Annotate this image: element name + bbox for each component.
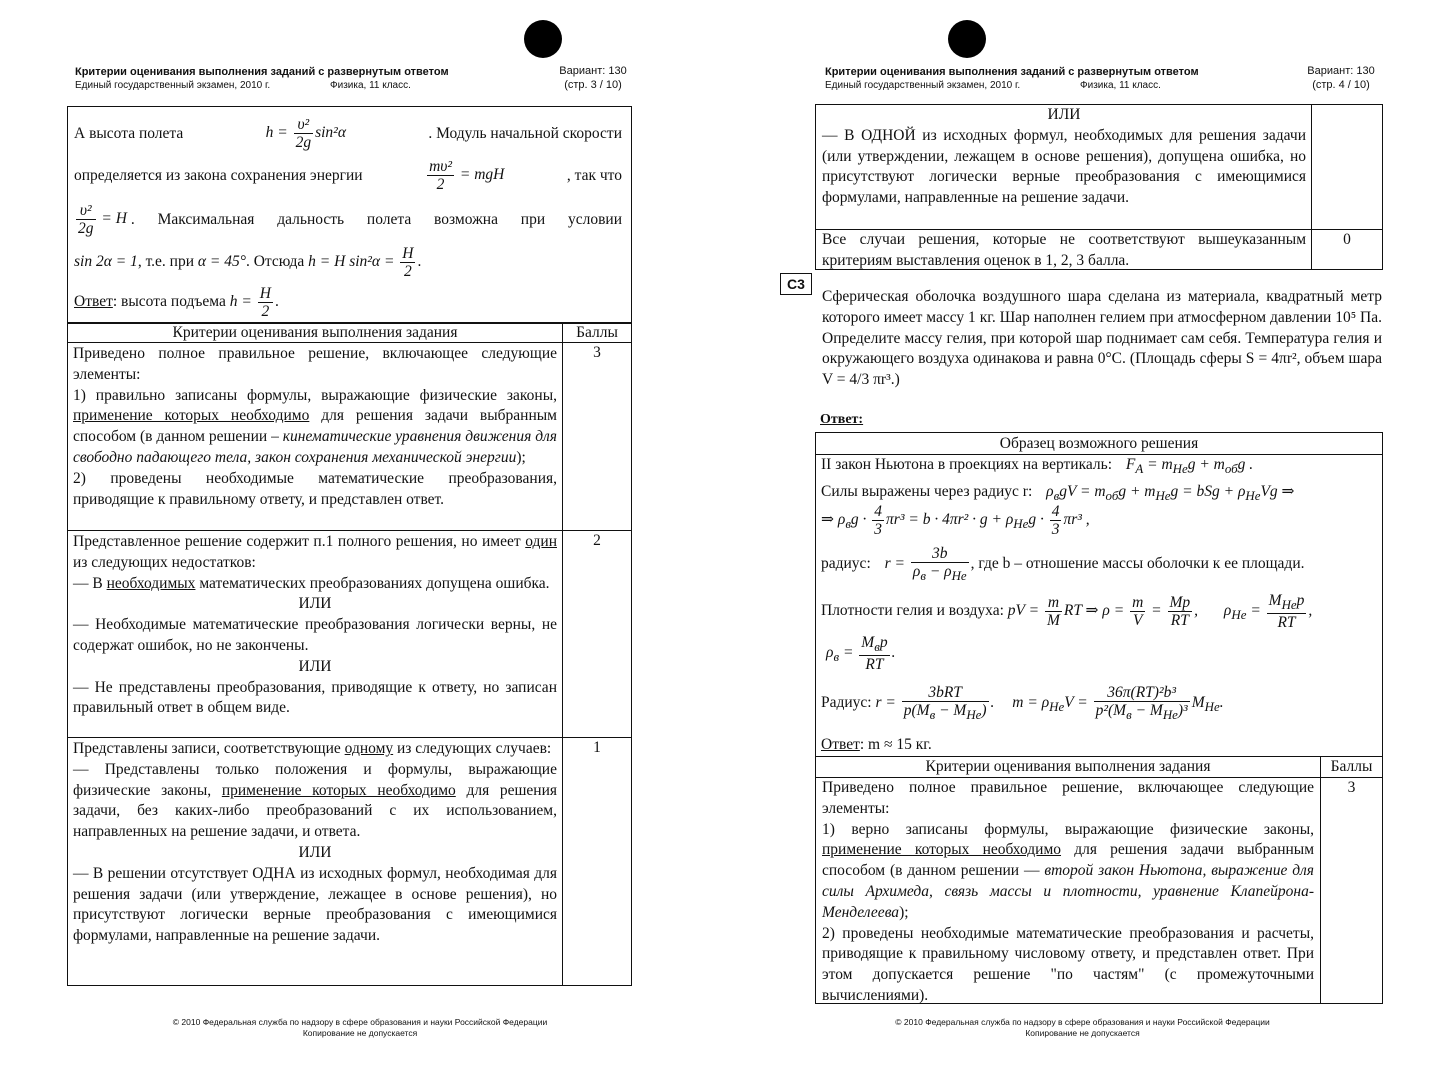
score-0: 0 <box>1343 231 1351 248</box>
solution-line-2 <box>74 158 622 193</box>
criteria-text: Представлены записи, соответствующие одному из следующих случаев: <box>73 740 552 757</box>
header-variant-block <box>548 64 638 92</box>
header-exam: Единый государственный экзамен, 2010 г. <box>75 80 271 91</box>
answer-formula: h = $\frac{H}{2}$ <box>229 285 271 320</box>
footer <box>0 1017 720 1039</box>
criteria-text: Представленное решение содержит п.1 полного решения, но имеет один из следующих недостатков: <box>73 533 557 571</box>
solution-text: радиус: <box>821 555 871 573</box>
solution-line-3 <box>821 503 1090 538</box>
header-exam: Единый государственный экзамен, 2010 г. <box>825 80 1021 91</box>
criteria-text: — В ОДНОЙ из исходных формул, необходимых для решения задачи (или утверждении, лежащем в основе решения), допущена ошибка, но присутствуют логически верные преобразования с имеющимися формулами, направленные на решение задачи. <box>822 126 1306 207</box>
table-divider <box>562 322 563 986</box>
table-rule <box>67 737 632 738</box>
solution-text: Силы выражены через радиус r: <box>821 483 1033 500</box>
criteria-text: Все случаи решения, которые не соответствуют вышеуказанным критериям выставления оценок в 1, 2, 3 балла. <box>822 231 1306 269</box>
solution-text: , где b – отношение массы оболочки к ее площади. <box>970 555 1305 573</box>
score-1: 1 <box>593 739 601 756</box>
criteria-text: 1) правильно записаны формулы, выражающие физические законы, применение которых необходимо для решения задачи выбранным способом (в данном решении – кинематические уравнения движения для свободно падающего тела, закон сохранения механической энергии); <box>73 386 558 466</box>
formula-mass: $m = \rho_{He}V$ = $\frac{\text{36π(RT)²b³}}{p^2(M_в - M_{He})^3}$ $M_{He}$. <box>1012 684 1224 723</box>
solution-text: . Отсюда <box>245 253 305 271</box>
answer-value: : m ≈ 15 кг. <box>859 736 932 753</box>
header-variant-block <box>1296 64 1386 92</box>
page-number: (стр. 3 / 10) <box>564 79 622 91</box>
solution-line-1 <box>74 116 622 151</box>
formula-alpha: α = 45° <box>197 253 246 271</box>
solution-line-7 <box>821 684 1224 723</box>
formula-h: h = $\frac{\text{υ²}}{2g}$ sin²α <box>265 116 346 151</box>
criteria-text: — Необходимые математические преобразования логически верны, не содержат ошибок, но не закончены. <box>73 616 557 654</box>
header-title: Критерии оценивания выполнения заданий с развернутым ответом <box>75 66 449 78</box>
footer <box>722 1017 1443 1039</box>
criteria-text: 1) верно записаны формулы, выражающие физические законы, применение которых необходимо для решения задачи выбранным способом (в данном решении — второй закон Ньютона, выражение для силы Архимеда, связь массы и плотности, уравнение Клапейрона-Менделеева); <box>822 820 1315 921</box>
score-header: Баллы <box>576 324 618 341</box>
footer-copyright: © 2010 Федеральная служба по надзору в сфере образования и науки Российской Федерации <box>172 1017 548 1027</box>
score-header: Баллы <box>1330 758 1373 775</box>
solution-text: Радиус: <box>821 694 872 712</box>
criteria-text: — Представлены только положения и формулы, выражающие физические законы, применение которых необходимо для решения задачи, без каких-либо преобразований с их использованием, направленных на решение задачи, и ответа. <box>73 760 558 841</box>
criteria-row-0 <box>822 230 1306 272</box>
formula-radius-final: r = $\frac{\text{3bRT}}{p(M_в - M_{He})}$ . <box>875 684 995 723</box>
right-page <box>722 0 1443 1079</box>
solution-text: определяется из закона сохранения энергии <box>74 166 363 184</box>
criteria-row-continued <box>822 105 1306 209</box>
criteria-text: 2) проведены необходимые математические преобразования, приводящие к правильному ответу, и представлен ответ. <box>73 469 557 508</box>
formula-forces: $\rho_вgV = m_{об}g + m_{He}g$ = bSg + $\rho_{He}Vg$ ⇒ <box>1046 483 1295 504</box>
solution-text: II закон Ньютона в проекциях на вертикаль: <box>821 456 1112 473</box>
criteria-text: Приведено полное правильное решение, включающее следующие элементы: <box>73 345 557 383</box>
criteria-row-1 <box>73 739 557 947</box>
formula-density-air: $\rho_в$ = $\frac{M_вp}{RT}$ . <box>826 634 896 674</box>
answer-label: Ответ: <box>820 412 864 427</box>
punch-hole <box>948 20 986 58</box>
formula-v2: $\frac{\text{υ²}}{2g}$ = H <box>78 202 127 237</box>
criteria-text: Приведено полное правильное решение, включающее следующие элементы: <box>822 779 1314 817</box>
solution-line-1 <box>821 456 1253 477</box>
ili-label: ИЛИ <box>298 595 332 613</box>
table-rule <box>67 530 632 531</box>
variant: Вариант: 130 <box>1307 65 1375 77</box>
answer-line: Ответ: высота подъема h = $\frac{H}{2}$ . <box>74 285 279 320</box>
formula-result: h = H sin²α = $\frac{H}{2}$ <box>308 245 414 280</box>
page-number: (стр. 4 / 10) <box>1312 79 1370 91</box>
formula-sin: sin 2α = 1 <box>74 253 138 271</box>
criteria-header: Критерии оценивания выполнения задания <box>925 758 1211 775</box>
answer-text: : высота подъема <box>112 293 226 311</box>
task-label: С3 <box>780 273 812 295</box>
sample-header: Образец возможного решения <box>999 435 1199 452</box>
criteria-row-3 <box>822 778 1314 1007</box>
formula-radius: r = $\frac{3b}{\rho_в - \rho_{He}}$ <box>884 545 967 584</box>
task-text: Сферическая оболочка воздушного шара сделана из материала, квадратный метр которого имеет массу 1 кг. Шар наполнен гелием при атмосферном давлении 10⁵ Па. Определите массу гелия, при которой шар поднимает сам себя. Температура гелия и окружающего воздуха одинакова и равна 0°С. (Площадь сферы S = 4πr², объем шара V = 4/3 πr³.) <box>822 288 1382 389</box>
header-title: Критерии оценивания выполнения заданий с развернутым ответом <box>825 66 1199 78</box>
variant: Вариант: 130 <box>559 65 627 77</box>
solution-text: , т.е. при <box>137 253 195 271</box>
formula-newton: $F_A = m_{He}g + m_{об}g$ . <box>1125 456 1254 477</box>
score-3: 3 <box>1347 779 1356 796</box>
ili-label: ИЛИ <box>298 843 332 861</box>
left-page <box>0 0 720 1079</box>
punch-hole <box>524 20 562 58</box>
formula-density-he: $\rho_{He}$ = $\frac{M_{He}p}{RT}$ , <box>1223 592 1313 632</box>
header-subject: Физика, 11 класс. <box>1080 80 1161 91</box>
footer-copyright: © 2010 Федеральная служба по надзору в сфере образования и науки Российской Федерации <box>895 1017 1270 1027</box>
solution-text: А высота полета <box>74 124 184 142</box>
formula-expanded: ⇒ $\rho_вg$ · $\frac{4}{3}$ $\pi r^3 = b \cdot 4\pi r^2 \cdot g + \rho_{He}g$ · $\frac{4}{3}$ πr³ , <box>821 503 1090 538</box>
solution-line-2 <box>821 482 1295 504</box>
criteria-text: 2) проведены необходимые математические преобразования и расчеты, приводящие к правильному числовому ответу, и представлен ответ. При этом допускается решение "по частям" (с промежуточными вычислениями). <box>822 924 1314 1004</box>
solution-line-3 <box>74 202 622 237</box>
solution-line-5 <box>821 592 1312 631</box>
formula-energy: $\frac{\text{mυ²}}{2}$ = mgH <box>429 158 505 193</box>
ili-label: ИЛИ <box>298 657 332 675</box>
answer-label: Ответ <box>74 293 113 311</box>
solution-line-6 <box>826 634 895 673</box>
solution-line-4: sin 2α = 1, т.е. при α = 45°. Отсюда h = H sin²α = $\frac{H}{2}$ . <box>74 245 422 280</box>
criteria-row-2 <box>73 532 557 719</box>
ili-label: ИЛИ <box>1047 106 1081 123</box>
footer-notice: Копирование не допускается <box>1025 1028 1140 1038</box>
footer-notice: Копирование не допускается <box>302 1028 418 1038</box>
criteria-row-3 <box>73 344 557 510</box>
solution-text: Плотности гелия и воздуха: <box>821 602 1004 620</box>
criteria-header: Критерии оценивания выполнения задания <box>172 324 458 341</box>
criteria-text: — В решении отсутствует ОДНА из исходных формул, необходимая для решения задачи (или утверждение, лежащее в основе решения), но присутствуют логически верные преобразования с имеющимися формулами, направленные на решение задачи. <box>73 864 557 945</box>
solution-text: , так что <box>566 166 622 184</box>
solution-line-4 <box>821 545 1305 584</box>
solution-answer <box>821 736 932 754</box>
header-subject: Физика, 11 класс. <box>330 80 411 91</box>
solution-text: . Максимальная дальность полета возможна при условии <box>130 210 622 228</box>
formula-density: pV = $\frac{m}{M}$ RT ⇒ ρ = $\frac{m}{V}$ = $\frac{Mp}{RT}$ , <box>1007 594 1199 630</box>
solution-text: . Модуль начальной скорости <box>428 124 622 142</box>
criteria-text: — Не представлены преобразования, приводящие к ответу, но записан правильный ответ в общем виде. <box>73 678 557 717</box>
score-3: 3 <box>593 344 601 361</box>
criteria-text: — В необходимых математических преобразованиях допущена ошибка. <box>73 574 550 592</box>
score-2: 2 <box>593 532 601 549</box>
answer-label: Ответ <box>821 736 860 753</box>
